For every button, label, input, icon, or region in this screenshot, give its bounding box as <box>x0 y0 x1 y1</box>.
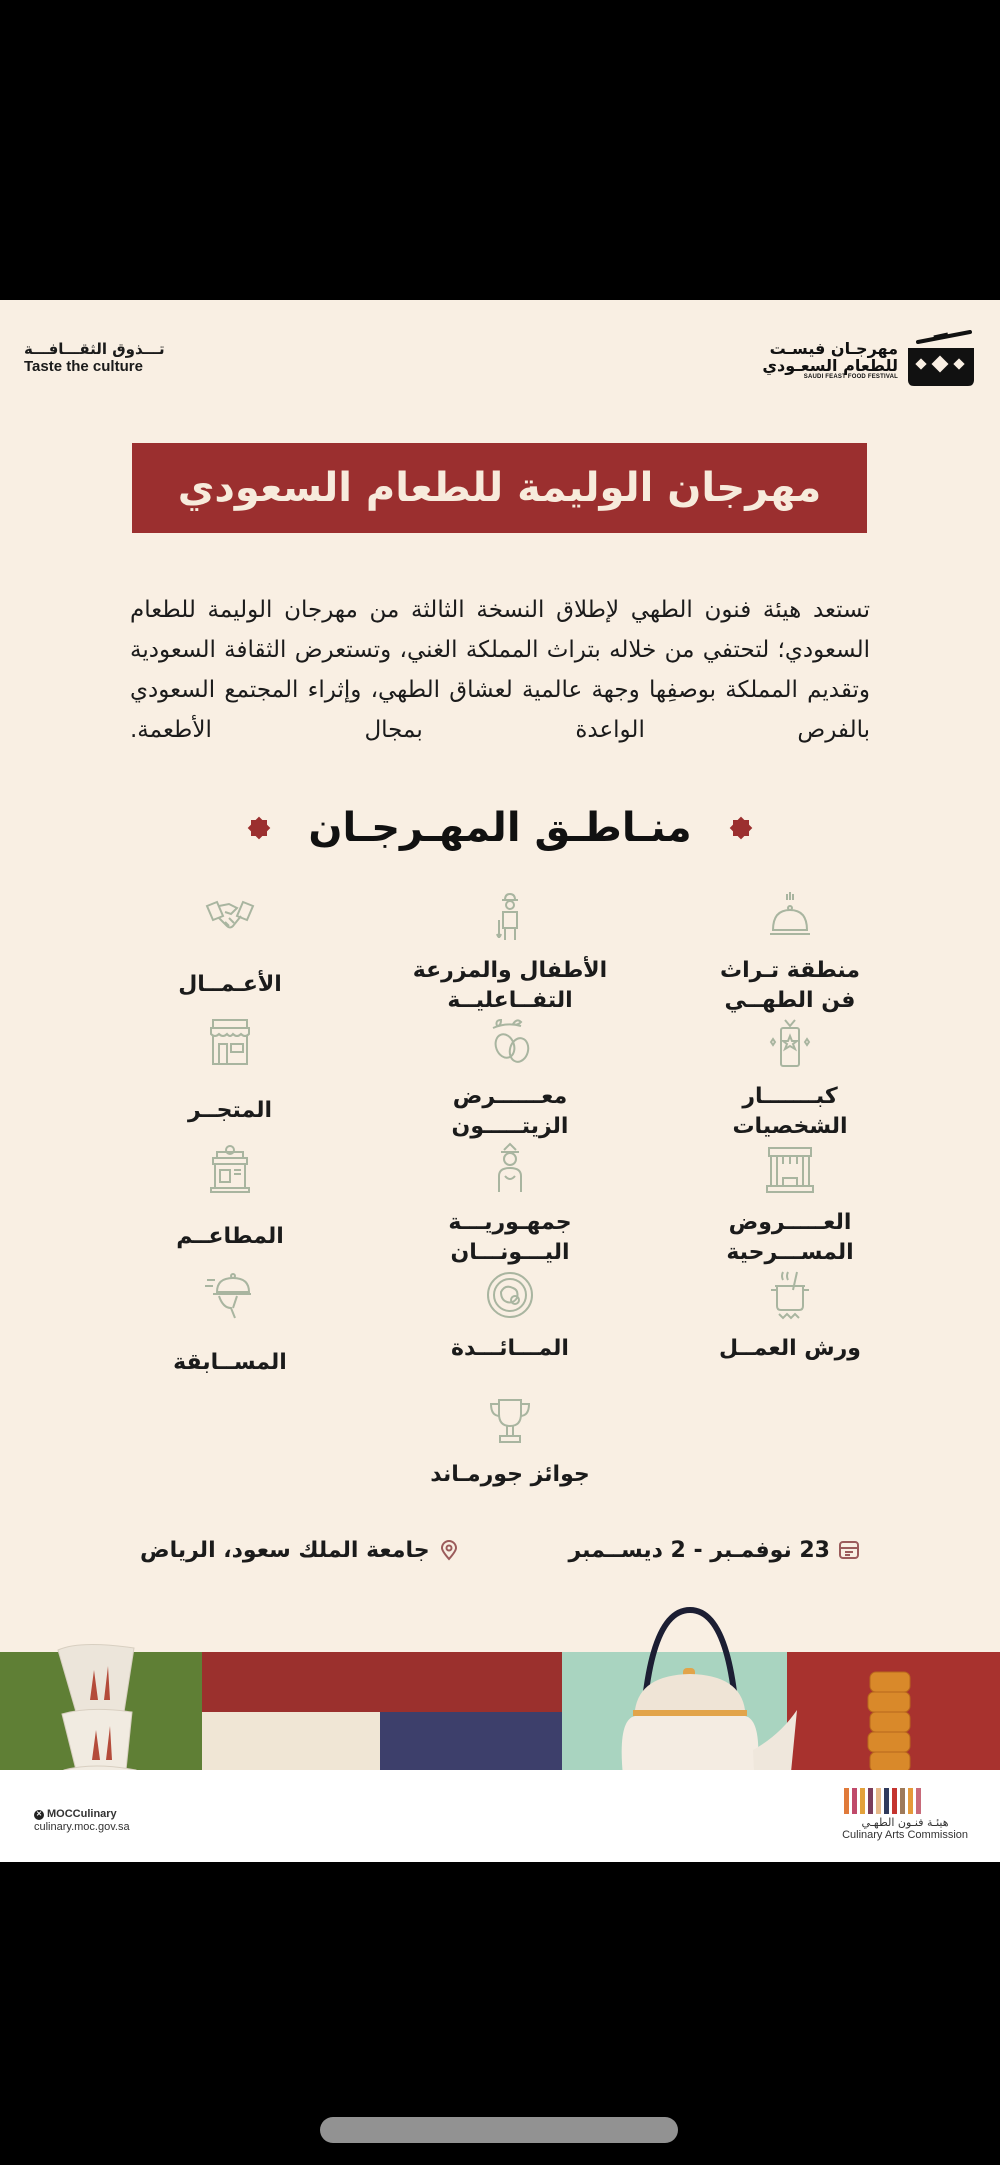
zones-row <box>120 1394 900 1520</box>
zone-label: منطقة تـراث فن الطهــي <box>720 958 860 1013</box>
event-info <box>140 1530 860 1570</box>
social-info <box>34 1808 130 1834</box>
eight-point-star-icon <box>728 815 754 841</box>
zone-item <box>680 890 900 1016</box>
zone-item <box>120 1268 340 1378</box>
calendar-icon <box>838 1539 860 1561</box>
zone-label: ورش العمــل <box>718 1336 861 1361</box>
eight-point-star-icon <box>246 815 272 841</box>
title-banner <box>132 443 867 533</box>
zone-item <box>120 1142 340 1252</box>
zone-item <box>680 1142 900 1268</box>
zone-label: كبـــــــار الشخصيات <box>732 1084 848 1139</box>
page-title: مهرجان الوليمة للطعام السعودي <box>177 465 822 511</box>
plate-icon <box>483 1268 537 1322</box>
zone-label: الأطفال والمزرعة التفــاعليــة <box>412 958 608 1013</box>
cloche-icon <box>763 890 817 944</box>
social-handle[interactable] <box>34 1808 130 1821</box>
zone-label: الأعـمــال <box>178 972 282 997</box>
serving-tray-icon <box>203 1268 257 1322</box>
coffee-cups-illustration <box>50 1620 150 1795</box>
handshake-icon <box>203 890 257 944</box>
zones-row <box>120 1142 900 1268</box>
zone-item <box>400 1394 620 1490</box>
tagline-arabic: تـــذوق الثقـــافـــة <box>24 340 165 358</box>
commission-logo <box>842 1788 968 1841</box>
tagline-english: Taste the culture <box>24 358 143 375</box>
zone-item <box>120 1016 340 1126</box>
poster <box>0 300 1000 1862</box>
zones-grid <box>120 890 900 1520</box>
website-link[interactable]: culinary.moc.gov.sa <box>34 1821 130 1833</box>
event-location <box>140 1538 460 1563</box>
event-dates-text: 23 نوفمـبر - 2 ديســمبر <box>568 1537 830 1563</box>
zones-heading-text: منـاطـق المهـرجـان <box>308 805 692 851</box>
cooking-pot-icon <box>763 1268 817 1322</box>
zone-label: المتجــر <box>187 1098 273 1123</box>
teapot-illustration <box>585 1570 800 1793</box>
home-indicator[interactable] <box>320 2117 678 2143</box>
zone-label: جمهـوريـــة اليـــونـــان <box>448 1210 572 1265</box>
commission-name-ar: هيئـة فنـون الطهـي <box>861 1816 949 1829</box>
zone-item <box>400 1016 620 1142</box>
logo-line-3: SAUDI FEAST FOOD FESTIVAL <box>803 374 898 380</box>
footer <box>0 1770 1000 1862</box>
event-location-text: جامعة الملك سعود، الرياض <box>140 1537 430 1563</box>
logo-line-2: للطعام السعـودي <box>762 356 898 375</box>
commission-logo-mark <box>844 1788 968 1814</box>
red-block <box>202 1652 562 1712</box>
zones-row <box>120 1016 900 1142</box>
zone-label: جوائز جورمـاند <box>430 1462 590 1487</box>
logo-line-1: مهرجـان فيسـت <box>769 339 898 358</box>
stage-icon <box>763 1142 817 1196</box>
farmer-icon <box>483 890 537 944</box>
zone-label: العـــــروض المســـرحية <box>726 1210 854 1265</box>
festival-logo-text <box>762 340 898 380</box>
zones-row <box>120 890 900 1016</box>
location-pin-icon <box>438 1539 460 1561</box>
commission-name-en: Culinary Arts Commission <box>842 1829 968 1841</box>
social-handle-text: MOCCulinary <box>47 1808 117 1820</box>
event-dates <box>568 1538 860 1563</box>
greek-person-icon <box>483 1142 537 1196</box>
intro-paragraph: تستعد هيئة فنون الطهي لإطلاق النسخة الثالثة من مهرجان الوليمة للطعام السعودي؛ لتحتفي من خلاله بتراث المملكة الغني، وتستعرض الثقافة السعودية وتقديم المملكة بوصفِها وجهة عالمية لعشاق الطهي، وإثراء المجتمع السعودي بالفرص الواعدة بمجال الأطعمة. <box>130 597 870 743</box>
zone-label: المـــائـــدة <box>451 1336 569 1361</box>
zone-label: المطاعــم <box>176 1224 284 1249</box>
x-social-icon: ✕ <box>34 1810 44 1820</box>
tagline <box>24 340 165 375</box>
zone-item <box>400 890 620 1016</box>
trophy-icon <box>483 1394 537 1448</box>
vip-badge-icon <box>763 1016 817 1070</box>
zone-item <box>120 890 340 1000</box>
zones-row <box>120 1268 900 1394</box>
zone-item <box>680 1268 900 1364</box>
zone-item <box>400 1268 620 1364</box>
festival-logo <box>762 330 976 390</box>
zone-label: معــــــرض الزيتـــــون <box>451 1084 569 1139</box>
restaurant-icon <box>203 1142 257 1196</box>
pot-logo-icon <box>904 330 976 390</box>
storefront-icon <box>203 1016 257 1070</box>
olive-icon <box>483 1016 537 1070</box>
art-band <box>0 1610 1000 1793</box>
zone-label: المســابقة <box>173 1350 287 1375</box>
zone-item <box>400 1142 620 1268</box>
zones-heading <box>0 805 1000 851</box>
zone-item <box>680 1016 900 1142</box>
